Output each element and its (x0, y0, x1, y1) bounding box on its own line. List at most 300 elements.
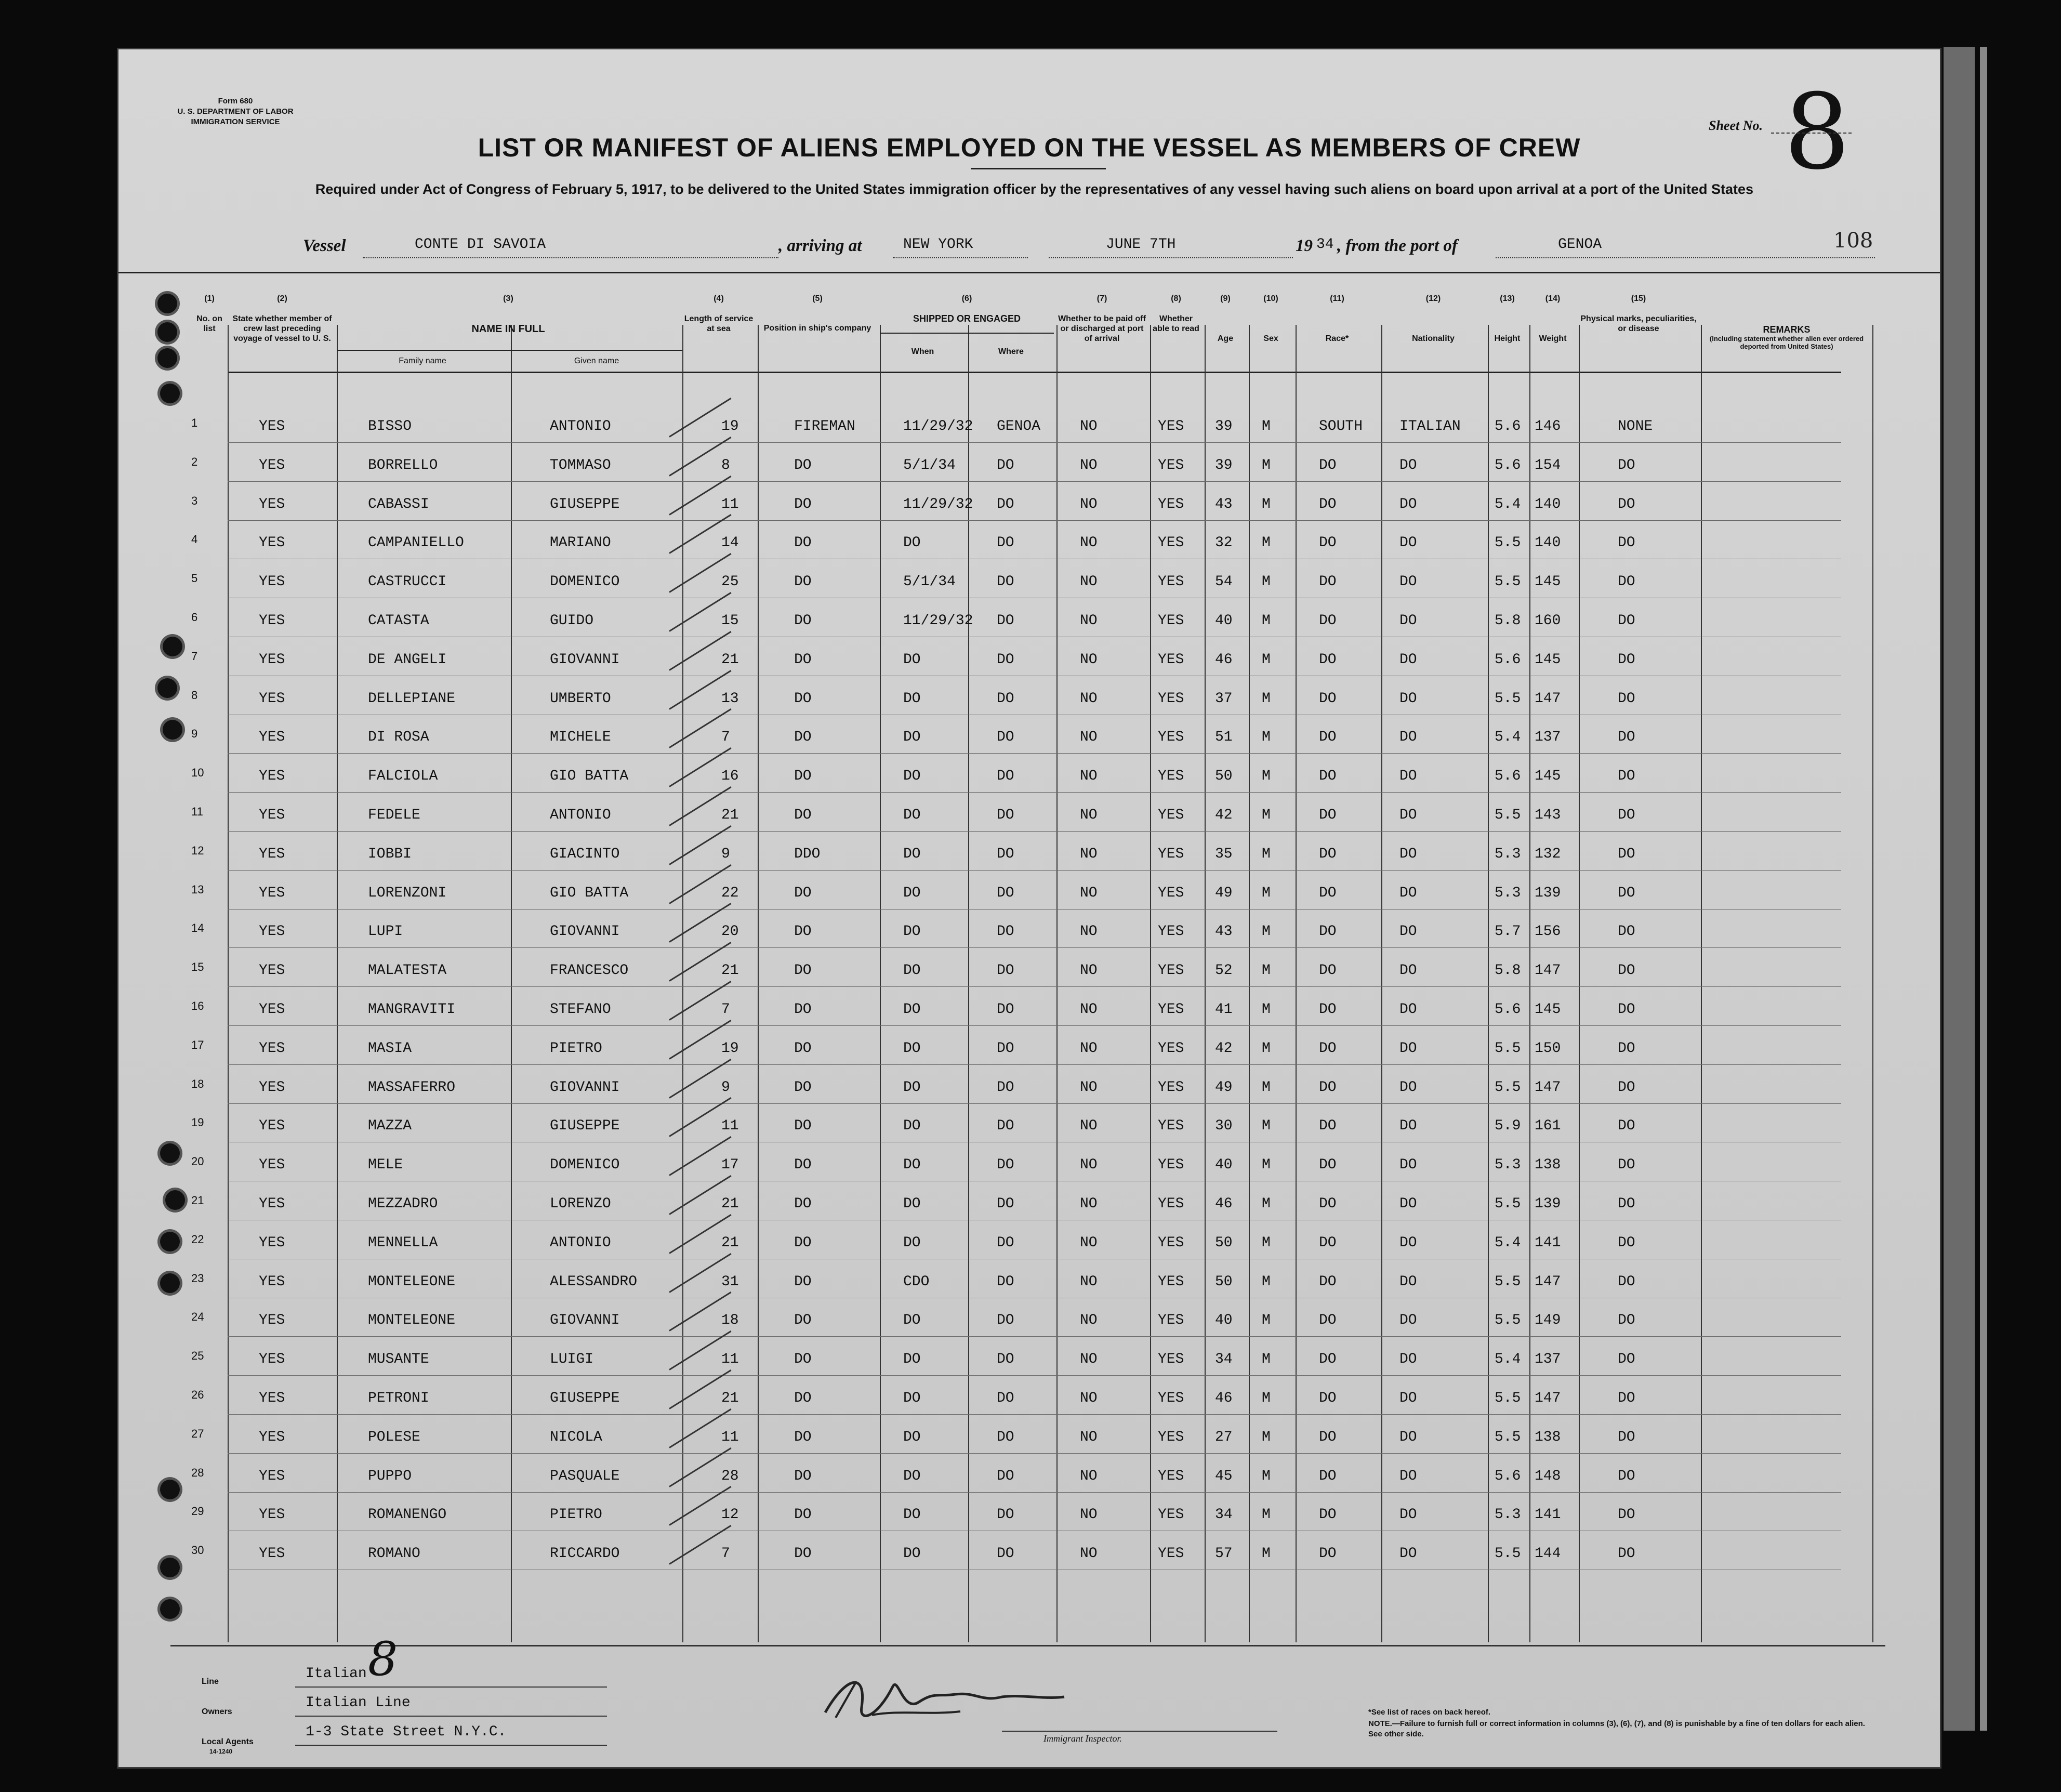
cell-shipped-when: DO (903, 1079, 921, 1096)
cell-able-to-read: YES (1158, 1468, 1184, 1484)
cell-family-name: CAMPANIELLO (368, 535, 464, 551)
cell-service-length: 7 (721, 1002, 730, 1018)
col10-label: Sex (1263, 334, 1278, 343)
cell-race: DO (1319, 807, 1337, 823)
col3-label: NAME IN FULL (471, 323, 545, 335)
col5-header (758, 294, 877, 333)
cell-position: DO (794, 1157, 812, 1174)
cell-service-length: 28 (721, 1468, 739, 1484)
col6-subheader-rule (880, 333, 1054, 334)
cell-shipped-when: 11/29/32 (903, 418, 973, 434)
cell-physical-marks: DO (1618, 1546, 1635, 1562)
col9-num: (9) (1220, 294, 1231, 303)
cell-able-to-read: YES (1158, 1273, 1184, 1290)
cell-weight: 139 (1535, 1196, 1561, 1212)
cell-paid-off: NO (1080, 1507, 1098, 1523)
page-edge-shadow (1980, 47, 1987, 1731)
cell-weight: 132 (1535, 846, 1561, 862)
binder-hole (157, 678, 177, 698)
cell-prev-voyage: YES (259, 963, 285, 979)
cell-position: DO (794, 1002, 812, 1018)
form-service: IMMIGRATION SERVICE (191, 117, 280, 126)
cell-sex: M (1262, 1040, 1271, 1057)
cell-given-name: ALESSANDRO (550, 1273, 638, 1290)
cell-position: DO (794, 574, 812, 590)
cell-physical-marks: DO (1618, 1234, 1635, 1251)
cell-nationality: DO (1399, 1273, 1417, 1290)
col13-header (1488, 294, 1527, 344)
cell-height: 5.3 (1495, 846, 1521, 862)
cell-service-length: 11 (721, 1118, 739, 1135)
cell-physical-marks: DO (1618, 1468, 1635, 1484)
cell-given-name: ANTONIO (550, 807, 611, 823)
col13-num: (13) (1500, 294, 1515, 303)
row-divider (228, 1336, 1841, 1337)
cell-sex: M (1262, 613, 1271, 629)
cell-nationality: DO (1399, 1351, 1417, 1368)
cell-physical-marks: NONE (1618, 418, 1653, 434)
cell-row-number: 13 (191, 882, 204, 896)
row-divider (228, 442, 1841, 443)
cell-age: 50 (1215, 1273, 1233, 1290)
cell-sex: M (1262, 885, 1271, 901)
col7-num: (7) (1096, 294, 1107, 303)
cell-family-name: LUPI (368, 924, 403, 940)
cell-race: DO (1319, 1312, 1337, 1329)
binder-hole (160, 384, 180, 403)
cell-shipped-when: 5/1/34 (903, 574, 956, 590)
cell-able-to-read: YES (1158, 1312, 1184, 1329)
cell-weight: 140 (1535, 496, 1561, 512)
cell-shipped-where: DO (997, 1351, 1014, 1368)
col4-label: Length of service at sea (684, 314, 754, 333)
cell-weight: 137 (1535, 1351, 1561, 1368)
cell-age: 39 (1215, 457, 1233, 473)
cell-able-to-read: YES (1158, 1196, 1184, 1212)
cell-race: DO (1319, 1118, 1337, 1135)
cell-physical-marks: DO (1618, 651, 1635, 668)
cell-weight: 138 (1535, 1429, 1561, 1445)
cell-height: 5.4 (1495, 729, 1521, 746)
cell-physical-marks: DO (1618, 924, 1635, 940)
manifest-sheet (117, 48, 1941, 1769)
cell-shipped-where: DO (997, 1507, 1014, 1523)
arrival-port-underline (893, 257, 1028, 258)
cell-service-length: 11 (721, 496, 739, 512)
cell-shipped-when: 11/29/32 (903, 613, 973, 629)
cell-shipped-when: DO (903, 807, 921, 823)
cell-weight: 140 (1535, 535, 1561, 551)
col6-where-header: Where (998, 347, 1024, 356)
cell-position: DO (794, 963, 812, 979)
column-divider (511, 325, 512, 1642)
cell-race: DO (1319, 1351, 1337, 1368)
cell-height: 5.5 (1495, 1312, 1521, 1329)
sheet-stamp-number: 108 (1833, 229, 1873, 253)
binder-hole (160, 1232, 180, 1251)
cell-prev-voyage: YES (259, 1196, 285, 1212)
cell-service-length: 16 (721, 768, 739, 785)
cell-row-number: 11 (191, 805, 203, 818)
col8-label: Whether able to read (1153, 314, 1199, 333)
agents-value: 1-3 State Street N.Y.C. (306, 1724, 507, 1740)
col2-num: (2) (277, 294, 287, 303)
cell-weight: 147 (1535, 963, 1561, 979)
cell-weight: 147 (1535, 690, 1561, 707)
cell-physical-marks: DO (1618, 1079, 1635, 1096)
col3-num: (3) (503, 294, 513, 303)
cell-nationality: ITALIAN (1399, 418, 1461, 434)
cell-height: 5.6 (1495, 1002, 1521, 1018)
cell-given-name: TOMMASO (550, 457, 611, 473)
cell-paid-off: NO (1080, 807, 1098, 823)
cell-family-name: MONTELEONE (368, 1312, 456, 1329)
col3-header (337, 294, 680, 334)
cell-given-name: GUIDO (550, 613, 594, 629)
col3-subheader-rule (337, 350, 682, 351)
cell-row-number: 26 (191, 1388, 204, 1401)
col6-num: (6) (961, 294, 972, 303)
cell-nationality: DO (1399, 1118, 1417, 1135)
cell-position: DO (794, 613, 812, 629)
cell-sex: M (1262, 651, 1271, 668)
column-divider (1381, 325, 1382, 1642)
binder-hole (163, 637, 182, 656)
cell-nationality: DO (1399, 651, 1417, 668)
cell-weight: 146 (1535, 418, 1561, 434)
cell-sex: M (1262, 574, 1271, 590)
cell-nationality: DO (1399, 924, 1417, 940)
remarks-label: REMARKS (1763, 324, 1811, 335)
cell-able-to-read: YES (1158, 1429, 1184, 1445)
cell-shipped-where: DO (997, 1273, 1014, 1290)
cell-height: 5.4 (1495, 1351, 1521, 1368)
arriving-label: , arriving at (778, 236, 862, 255)
arrival-date-underline (1049, 257, 1293, 258)
from-port-label: , from the port of (1337, 236, 1458, 255)
cell-prev-voyage: YES (259, 574, 285, 590)
arrival-year: 34 (1316, 236, 1334, 253)
cell-given-name: GIO BATTA (550, 768, 629, 785)
column-divider (1579, 325, 1580, 1642)
column-divider (1701, 325, 1702, 1642)
binder-hole (160, 1599, 180, 1619)
footer-top-rule (170, 1645, 1885, 1646)
cell-prev-voyage: YES (259, 768, 285, 785)
cell-nationality: DO (1399, 1429, 1417, 1445)
cell-paid-off: NO (1080, 768, 1098, 785)
cell-paid-off: NO (1080, 457, 1098, 473)
cell-height: 5.3 (1495, 885, 1521, 901)
col7-header (1056, 294, 1147, 344)
cell-height: 5.5 (1495, 1040, 1521, 1057)
col15-label: Physical marks, peculiarities, or disease (1580, 314, 1697, 333)
cell-sex: M (1262, 1196, 1271, 1212)
col14-label: Weight (1539, 334, 1567, 343)
cell-shipped-when: DO (903, 1429, 921, 1445)
header-top-rule (118, 272, 1940, 273)
row-divider (228, 1025, 1841, 1026)
row-divider (228, 986, 1841, 987)
cell-prev-voyage: YES (259, 613, 285, 629)
sheet-number: 8 (1784, 72, 1851, 193)
cell-race: DO (1319, 1002, 1337, 1018)
cell-prev-voyage: YES (259, 924, 285, 940)
cell-given-name: GIUSEPPE (550, 1390, 620, 1406)
cell-able-to-read: YES (1158, 457, 1184, 473)
cell-age: 27 (1215, 1429, 1233, 1445)
cell-position: DO (794, 457, 812, 473)
cell-age: 39 (1215, 418, 1233, 434)
col5-label: Position in ship's company (763, 324, 871, 333)
cell-nationality: DO (1399, 807, 1417, 823)
cell-sex: M (1262, 535, 1271, 551)
cell-physical-marks: DO (1618, 1118, 1635, 1135)
row-divider (228, 1453, 1841, 1454)
cell-race: DO (1319, 1040, 1337, 1057)
col4-header (682, 294, 755, 334)
cell-family-name: PUPPO (368, 1468, 412, 1484)
col11-num: (11) (1330, 294, 1344, 303)
cell-position: DO (794, 1312, 812, 1329)
cell-able-to-read: YES (1158, 1118, 1184, 1135)
cell-weight: 138 (1535, 1157, 1561, 1174)
cell-nationality: DO (1399, 690, 1417, 707)
cell-height: 5.6 (1495, 457, 1521, 473)
cell-weight: 145 (1535, 768, 1561, 785)
cell-nationality: DO (1399, 613, 1417, 629)
column-divider (1488, 325, 1489, 1642)
cell-prev-voyage: YES (259, 1546, 285, 1562)
cell-paid-off: NO (1080, 1196, 1098, 1212)
cell-family-name: DE ANGELI (368, 651, 447, 668)
cell-prev-voyage: YES (259, 1351, 285, 1368)
cell-physical-marks: DO (1618, 846, 1635, 862)
cell-row-number: 27 (191, 1427, 204, 1440)
cell-height: 5.3 (1495, 1507, 1521, 1523)
cell-race: DO (1319, 1157, 1337, 1174)
cell-paid-off: NO (1080, 1157, 1098, 1174)
column-divider (1205, 325, 1206, 1642)
col15-num: (15) (1631, 294, 1646, 303)
cell-race: DO (1319, 924, 1337, 940)
cell-position: DO (794, 924, 812, 940)
cell-nationality: DO (1399, 846, 1417, 862)
row-divider (228, 831, 1841, 832)
cell-sex: M (1262, 846, 1271, 862)
cell-paid-off: NO (1080, 496, 1098, 512)
cell-family-name: BISSO (368, 418, 412, 434)
cell-sex: M (1262, 690, 1271, 707)
cell-race: DO (1319, 457, 1337, 473)
col2-header (230, 294, 334, 344)
cell-able-to-read: YES (1158, 496, 1184, 512)
cell-given-name: PIETRO (550, 1507, 602, 1523)
cell-race: DO (1319, 1234, 1337, 1251)
cell-position: DO (794, 729, 812, 746)
cell-paid-off: NO (1080, 418, 1098, 434)
cell-shipped-when: DO (903, 535, 921, 551)
cell-sex: M (1262, 1079, 1271, 1096)
cell-shipped-when: DO (903, 768, 921, 785)
cell-shipped-where: DO (997, 1546, 1014, 1562)
cell-physical-marks: DO (1618, 1273, 1635, 1290)
cell-position: DO (794, 1273, 812, 1290)
cell-able-to-read: YES (1158, 885, 1184, 901)
cell-nationality: DO (1399, 1312, 1417, 1329)
col4-num: (4) (714, 294, 724, 303)
cell-age: 42 (1215, 807, 1233, 823)
cell-given-name: GIOVANNI (550, 1312, 620, 1329)
cell-family-name: POLESE (368, 1429, 420, 1445)
cell-paid-off: NO (1080, 535, 1098, 551)
cell-nationality: DO (1399, 574, 1417, 590)
cell-sex: M (1262, 1390, 1271, 1406)
form-department: U. S. DEPARTMENT OF LABOR (177, 107, 294, 116)
cell-age: 46 (1215, 1196, 1233, 1212)
cell-height: 5.7 (1495, 924, 1521, 940)
penalty-note: NOTE.—Failure to furnish full or correct information in columns (3), (6), (7), and (8) is punishable by a fine of ten dollars for each alien. See other side. (1368, 1719, 1865, 1738)
cell-position: DO (794, 1079, 812, 1096)
cell-paid-off: NO (1080, 885, 1098, 901)
cell-height: 5.8 (1495, 613, 1521, 629)
binder-hole (157, 322, 177, 342)
cell-weight: 145 (1535, 1002, 1561, 1018)
title-divider (971, 168, 1106, 169)
cell-service-length: 20 (721, 924, 739, 940)
cell-nationality: DO (1399, 885, 1417, 901)
cell-service-length: 25 (721, 574, 739, 590)
cell-family-name: MASIA (368, 1040, 412, 1057)
cell-shipped-where: DO (997, 1390, 1014, 1406)
cell-height: 5.8 (1495, 963, 1521, 979)
row-divider (228, 481, 1841, 482)
cell-row-number: 24 (191, 1310, 204, 1324)
owners-underline (295, 1716, 607, 1717)
cell-shipped-where: DO (997, 1312, 1014, 1329)
cell-family-name: DI ROSA (368, 729, 429, 746)
cell-race: DO (1319, 651, 1337, 668)
col12-header (1381, 294, 1485, 344)
cell-shipped-where: DO (997, 1196, 1014, 1212)
cell-family-name: FEDELE (368, 807, 420, 823)
binder-hole (160, 1558, 180, 1577)
remarks-note: (Including statement whether alien ever ordered deported from United States) (1709, 335, 1864, 350)
cell-sex: M (1262, 457, 1271, 473)
column-divider (880, 325, 881, 1642)
cell-shipped-when: DO (903, 690, 921, 707)
cell-row-number: 23 (191, 1271, 204, 1285)
cell-paid-off: NO (1080, 963, 1098, 979)
agents-label: Local Agents (202, 1737, 254, 1746)
cell-position: DDO (794, 846, 821, 862)
cell-given-name: PASQUALE (550, 1468, 620, 1484)
cell-position: DO (794, 1040, 812, 1057)
cell-race: DO (1319, 1273, 1337, 1290)
cell-race: DO (1319, 613, 1337, 629)
cell-prev-voyage: YES (259, 418, 285, 434)
cell-able-to-read: YES (1158, 1390, 1184, 1406)
cell-prev-voyage: YES (259, 690, 285, 707)
cell-race: DO (1319, 885, 1337, 901)
cell-height: 5.5 (1495, 807, 1521, 823)
cell-sex: M (1262, 729, 1271, 746)
cell-able-to-read: YES (1158, 651, 1184, 668)
cell-race: DO (1319, 574, 1337, 590)
cell-service-length: 21 (721, 1234, 739, 1251)
cell-height: 5.5 (1495, 1273, 1521, 1290)
cell-shipped-where: DO (997, 1468, 1014, 1484)
cell-prev-voyage: YES (259, 496, 285, 512)
cell-row-number: 2 (191, 455, 198, 468)
col3-family-header: Family name (399, 357, 446, 365)
cell-given-name: DOMENICO (550, 1157, 620, 1174)
cell-prev-voyage: YES (259, 1079, 285, 1096)
form-number: Form 680 (218, 97, 253, 106)
cell-given-name: MICHELE (550, 729, 611, 746)
cell-position: DO (794, 768, 812, 785)
cell-weight: 160 (1535, 613, 1561, 629)
cell-family-name: MANGRAVITI (368, 1002, 456, 1018)
cell-sex: M (1262, 1507, 1271, 1523)
cell-shipped-where: DO (997, 846, 1014, 862)
cell-given-name: MARIANO (550, 535, 611, 551)
cell-height: 5.6 (1495, 768, 1521, 785)
col12-label: Nationality (1412, 334, 1455, 343)
cell-service-length: 21 (721, 807, 739, 823)
page-subtitle: Required under Act of Congress of February 5, 1917, to be delivered to the United States immigration officer by the representatives of any vessel having such aliens on board upon arrival at a port of the United States (315, 181, 1754, 197)
cell-position: DO (794, 1390, 812, 1406)
cell-shipped-where: DO (997, 768, 1014, 785)
cell-age: 46 (1215, 1390, 1233, 1406)
binder-hole (160, 1480, 180, 1499)
page-edge-shadow (1944, 47, 1975, 1731)
races-note: *See list of races on back hereof. (1368, 1708, 1491, 1717)
cell-prev-voyage: YES (259, 1118, 285, 1135)
cell-weight: 161 (1535, 1118, 1561, 1135)
col5-num: (5) (812, 294, 823, 303)
cell-prev-voyage: YES (259, 651, 285, 668)
cell-sex: M (1262, 1157, 1271, 1174)
cell-position: DO (794, 1546, 812, 1562)
cell-physical-marks: DO (1618, 729, 1635, 746)
cell-race: DO (1319, 1196, 1337, 1212)
cell-service-length: 7 (721, 729, 730, 746)
cell-sex: M (1262, 1546, 1271, 1562)
cell-nationality: DO (1399, 768, 1417, 785)
cell-shipped-when: DO (903, 846, 921, 862)
cell-prev-voyage: YES (259, 1157, 285, 1174)
cell-paid-off: NO (1080, 1002, 1098, 1018)
cell-prev-voyage: YES (259, 457, 285, 473)
binder-hole (160, 1273, 180, 1293)
cell-race: DO (1319, 690, 1337, 707)
cell-sex: M (1262, 1312, 1271, 1329)
cell-paid-off: NO (1080, 651, 1098, 668)
vessel-name: CONTE DI SAVOIA (415, 236, 546, 253)
line-underline (295, 1686, 607, 1688)
cell-position: DO (794, 1429, 812, 1445)
cell-given-name: FRANCESCO (550, 963, 629, 979)
binder-hole (163, 720, 182, 740)
cell-age: 43 (1215, 924, 1233, 940)
cell-physical-marks: DO (1618, 574, 1635, 590)
col1-header (191, 294, 228, 334)
cell-family-name: CABASSI (368, 496, 429, 512)
cell-row-number: 29 (191, 1505, 204, 1518)
cell-service-length: 21 (721, 651, 739, 668)
cell-nationality: DO (1399, 729, 1417, 746)
